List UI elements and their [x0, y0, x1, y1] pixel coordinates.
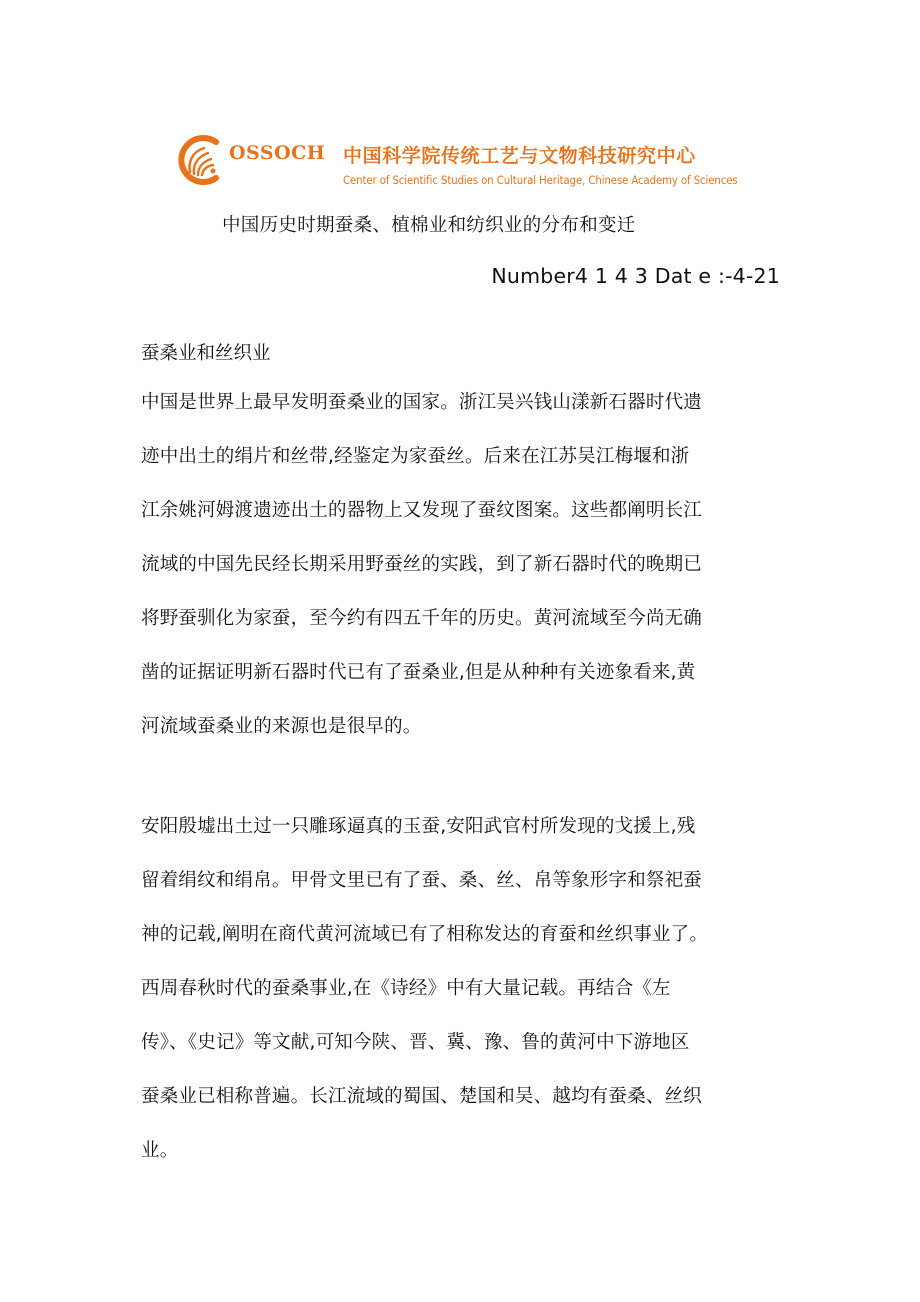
paragraph-line: 江余姚河姆渡遗迹出土的器物上又发现了蚕纹图案。这些都阐明长江 — [141, 500, 703, 521]
section-heading: 蚕桑业和丝织业 — [141, 343, 271, 364]
logo-english-name: Center of Scientific Studies on Cultural Heritage, Chinese Academy of Sciences — [343, 174, 738, 187]
paragraph-line: 业。 — [141, 1140, 179, 1161]
institution-logo — [176, 128, 766, 192]
paragraph-line: 中国是世界上最早发明蚕桑业的国家。浙江吴兴钱山漾新石器时代遗 — [141, 392, 703, 413]
paragraph-2 — [141, 800, 801, 1178]
paragraph-1 — [141, 376, 801, 754]
paragraph-line: 传》、《史记》等文献,可知今陕、晋、冀、豫、鲁的黄河中下游地区 — [141, 1032, 690, 1053]
paragraph-line: 西周春秋时代的蚕桑事业,在《诗经》中有大量记载。再结合《左 — [141, 978, 671, 999]
paragraph-line: 河流域蚕桑业的来源也是很早的。 — [141, 716, 422, 737]
paragraph-line: 神的记载,阐明在商代黄河流域已有了相称发达的育蚕和丝织事业了。 — [141, 924, 709, 945]
document-title: 中国历史时期蚕桑、植棉业和纺织业的分布和变迁 — [222, 215, 636, 236]
paragraph-line: 凿的证据证明新石器时代已有了蚕桑业,但是从种种有关迹象看来,黄 — [141, 662, 696, 683]
paragraph-line: 留着绢纹和绢帛。甲骨文里已有了蚕、桑、丝、帛等象形字和祭祀蚕 — [141, 870, 703, 891]
logo-chinese-name: 中国科学院传统工艺与文物科技研究中心 — [343, 145, 696, 167]
logo-abbreviation: OSSOCH — [229, 142, 326, 164]
paragraph-line: 迹中出土的绢片和丝带,经鉴定为家蚕丝。后来在江苏吴江梅堰和浙 — [141, 446, 690, 467]
paragraph-line: 流域的中国先民经长期采用野蚕丝的实践，到了新石器时代的晚期已 — [141, 554, 703, 575]
paragraph-line: 安阳殷墟出土过一只雕琢逼真的玉蚕,安阳武官村所发现的戈援上,残 — [141, 816, 696, 837]
paragraph-line: 蚕桑业已相称普遍。长江流域的蜀国、楚国和吴、越均有蚕桑、丝织 — [141, 1086, 703, 1107]
paragraph-line: 将野蚕驯化为家蚕，至今约有四五千年的历史。黄河流域至今尚无确 — [141, 608, 703, 629]
phoenix-logo-icon — [176, 132, 226, 188]
document-number-date: Number4 1 4 3 Dat e :-4-21 — [491, 264, 780, 288]
